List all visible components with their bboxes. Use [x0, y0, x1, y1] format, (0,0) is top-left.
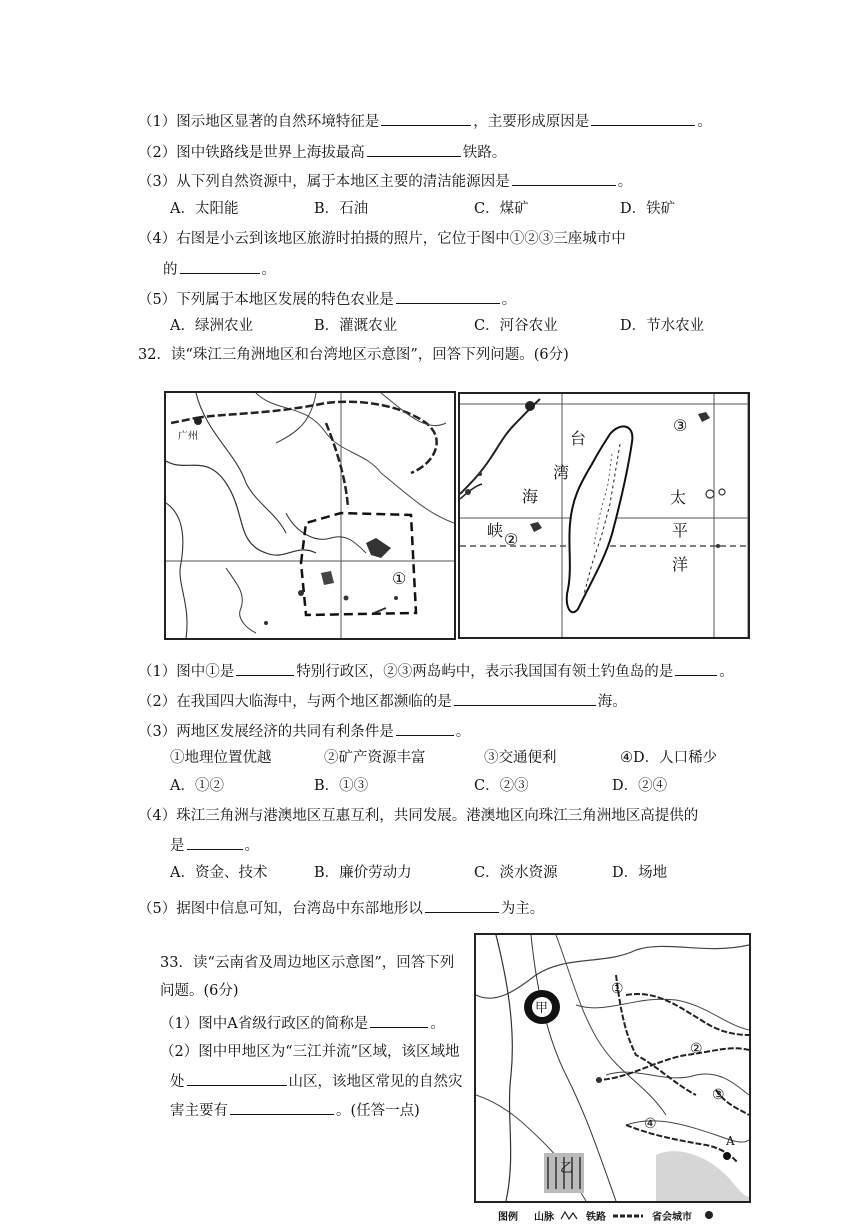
answer-blank[interactable] [236, 660, 294, 676]
q31-part2 [138, 141, 506, 163]
statement-item: ③交通便利 [484, 750, 557, 766]
legend-mountain: 山脉 [534, 1212, 554, 1223]
answer-blank[interactable] [187, 1070, 287, 1086]
q32-part1 [138, 660, 734, 682]
answer-blank[interactable] [230, 1099, 334, 1115]
q31-part1-end: 。 [697, 114, 712, 130]
option[interactable]: D．节水农业 [620, 318, 705, 334]
q32-part5-end: 为主。 [500, 901, 545, 917]
q33-title-cont: 问题。(6分) [160, 983, 239, 999]
q31-part2-text: （2）图中铁路线是世界上海拔最高 [138, 145, 365, 161]
yunnan-map [474, 933, 751, 1203]
answer-blank[interactable] [512, 170, 616, 186]
map-char: 峡 [487, 521, 504, 540]
q31-part4-end: 。 [261, 262, 276, 278]
map-label-guangzhou: 广州 [178, 431, 198, 442]
q32-part2 [138, 690, 627, 712]
q31-part1-text: （1）图示地区显著的自然环境特征是 [138, 114, 380, 130]
q31-part1 [138, 110, 712, 132]
option[interactable]: D．②④ [612, 778, 668, 794]
mountain-icon [560, 1210, 578, 1220]
q31-part5-end: 。 [501, 292, 517, 308]
q33-part2-text2: 山区，该地区常见的自然灾 [288, 1074, 463, 1090]
statement-item: ④D．人口稀少 [620, 750, 718, 766]
map-mark-2: ② [690, 1041, 703, 1057]
answer-blank[interactable] [591, 110, 695, 126]
q32-part5-text: （5）据图中信息可知，台湾岛中东部地形以 [138, 901, 423, 917]
legend-railway: 铁路 [586, 1212, 606, 1223]
answer-blank[interactable] [367, 141, 461, 157]
q33-part2-text3: 害主要有 [170, 1103, 228, 1119]
map-char: 海 [522, 487, 539, 506]
answer-blank[interactable] [180, 258, 260, 274]
q31-part4-text: 的 [163, 262, 178, 278]
legend-capital: 省会城市 [652, 1212, 692, 1223]
answer-blank[interactable] [381, 110, 471, 126]
option[interactable]: D．场地 [612, 865, 668, 881]
map-char: 平 [672, 521, 689, 540]
q32-part4: （4）珠江三角洲与港澳地区互惠互利，共同发展。港澳地区向珠江三角洲地区高提供的 [138, 808, 699, 824]
answer-blank[interactable] [425, 897, 499, 913]
q32-part1-text2: 特别行政区，②③两岛屿中，表示我国国有领土钓鱼岛的是 [296, 664, 674, 680]
map-char: 太 [670, 488, 687, 507]
q31-part3 [138, 170, 632, 192]
option[interactable]: C．河谷农业 [474, 318, 558, 334]
option[interactable]: A．①② [170, 778, 224, 794]
q32-part3-text: （3）两地区发展经济的共同有利条件是 [138, 724, 394, 740]
q31-part4-cont [163, 258, 276, 280]
map-label-yi: 乙 [560, 1161, 574, 1176]
q33-part2-cont [170, 1070, 463, 1092]
option[interactable]: A．太阳能 [170, 201, 239, 217]
q31-part5-text: （5）下列属于本地区发展的特色农业是 [138, 292, 394, 308]
q32-part1-text: （1）图中①是 [138, 664, 235, 680]
option[interactable]: B．①③ [314, 778, 369, 794]
q32-part3-end: 。 [455, 724, 471, 740]
q31-part3-text: （3）从下列自然资源中，属于本地区主要的清洁能源因是 [138, 174, 510, 190]
capital-city-icon [704, 1210, 714, 1220]
statement-item: ①地理位置优越 [170, 750, 272, 766]
option[interactable]: C．煤矿 [474, 201, 529, 217]
option[interactable]: C．淡水资源 [474, 865, 558, 881]
answer-blank[interactable] [187, 834, 243, 850]
q33-part2-text: 处 [170, 1074, 185, 1090]
q32-part2-end: 海。 [597, 694, 627, 710]
map-label-jia: 甲 [535, 1001, 549, 1016]
answer-blank[interactable] [454, 690, 596, 706]
q33-part2: （2）图中甲地区为“三江并流”区域，该区域地 [160, 1044, 460, 1060]
option[interactable]: B．灌溉农业 [314, 318, 398, 334]
option[interactable]: B．廉价劳动力 [314, 865, 412, 881]
q32-part4-text: 是 [170, 838, 185, 854]
q33-part1 [160, 1012, 445, 1034]
map-char: 台 [570, 429, 587, 448]
q31-part1-text2: ，主要形成原因是 [473, 114, 590, 130]
option[interactable]: B．石油 [314, 201, 369, 217]
statement-item: ②矿产资源丰富 [324, 750, 426, 766]
map-mark-2: ② [504, 530, 519, 549]
answer-blank[interactable] [675, 660, 717, 676]
map-mark-3: ③ [673, 416, 688, 435]
option[interactable]: C．②③ [474, 778, 529, 794]
q32-part4-end: 。 [244, 838, 259, 854]
q31-part4: （4）右图是小云到该地区旅游时拍摄的照片，它位于图中①②③三座城市中 [138, 231, 626, 247]
map-char: 洋 [672, 555, 689, 574]
q33-part1-end: 。 [430, 1016, 445, 1032]
option[interactable]: D．铁矿 [620, 201, 676, 217]
q33-part2-end: 。(任答一点) [336, 1103, 420, 1119]
q31-part2-end: 铁路。 [462, 145, 507, 161]
answer-blank[interactable] [396, 720, 454, 736]
q32-title: 32．读“珠江三角洲地区和台湾地区示意图”，回答下列问题。(6分) [138, 347, 569, 363]
answer-blank[interactable] [370, 1012, 428, 1028]
q32-part4-cont [170, 834, 259, 856]
option[interactable]: A．资金、技术 [170, 865, 268, 881]
map-mark-3: ③ [712, 1087, 725, 1103]
railway-icon [612, 1212, 644, 1220]
option[interactable]: A．绿洲农业 [170, 318, 253, 334]
taiwan-map [458, 392, 750, 639]
q32-part1-end: 。 [719, 664, 734, 680]
legend-title: 图例 [498, 1212, 518, 1223]
q31-part5 [138, 288, 516, 310]
q32-part2-text: （2）在我国四大临海中，与两个地区都濒临的是 [138, 694, 452, 710]
q33-part2-cont2 [170, 1099, 420, 1121]
q33-part1-text: （1）图中A省级行政区的简称是 [160, 1016, 369, 1032]
q33-title: 33．读“云南省及周边地区示意图”，回答下列 [160, 955, 455, 971]
q31-part3-end: 。 [617, 174, 633, 190]
answer-blank[interactable] [396, 288, 500, 304]
pearl-river-delta-map [164, 391, 456, 640]
map-mark-4: ④ [644, 1116, 657, 1132]
q32-part5 [138, 897, 544, 919]
map-label-a: A [726, 1134, 735, 1148]
map-mark-1: ① [392, 569, 407, 588]
map-mark-1: ① [611, 981, 624, 997]
q32-part3 [138, 720, 470, 742]
map-char: 湾 [553, 463, 570, 482]
